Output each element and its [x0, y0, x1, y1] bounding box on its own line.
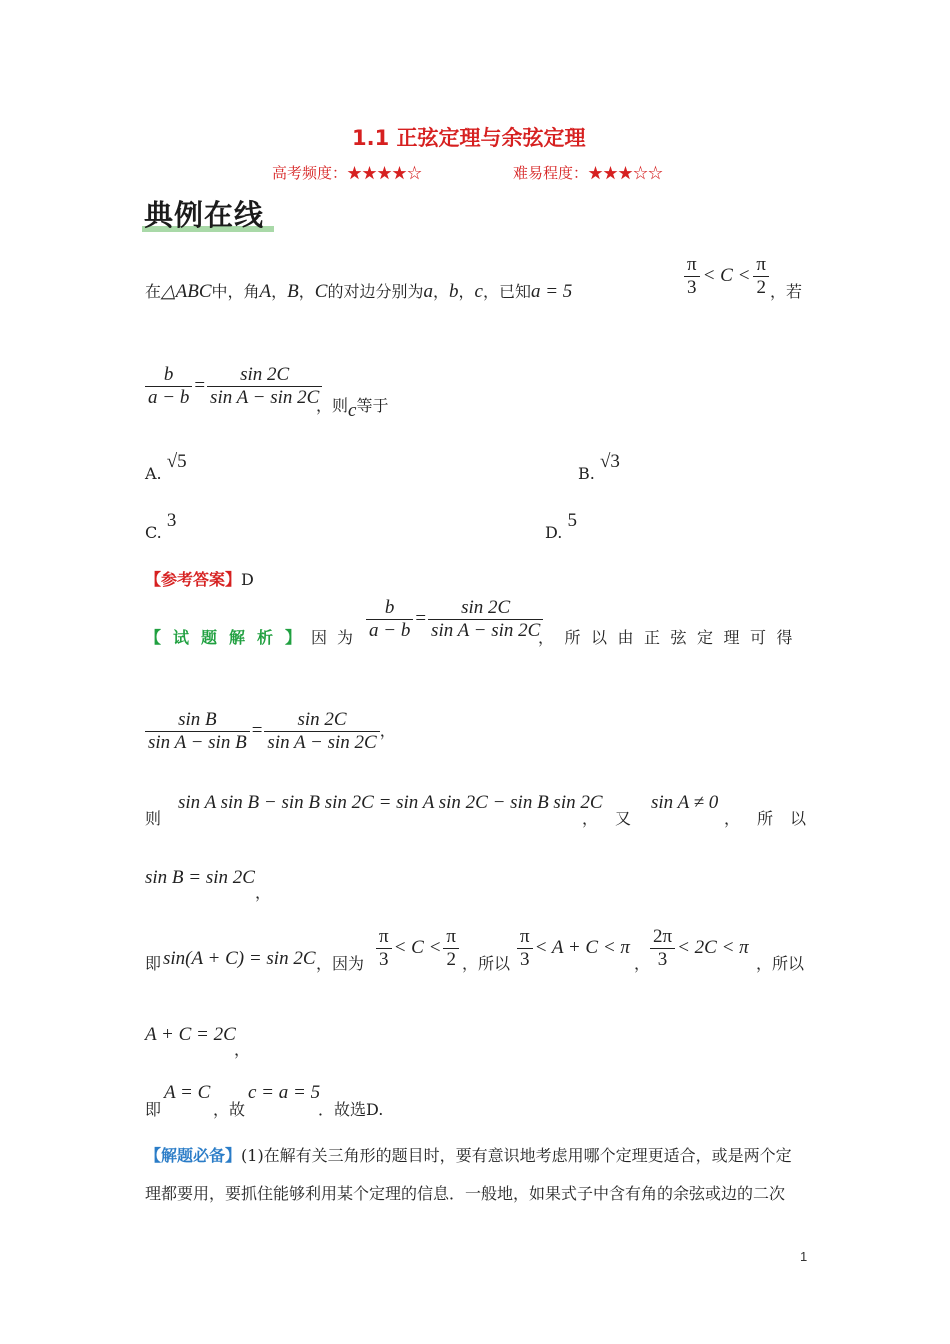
- fraction-numerator: 2π: [653, 926, 673, 947]
- sin-a-nonzero: sin A ≠ 0: [651, 792, 719, 813]
- problem-text: 中，角: [211, 282, 260, 301]
- comma: ，: [298, 282, 315, 301]
- range-c-formula: [376, 926, 459, 971]
- option-c-value: 3: [166, 510, 177, 531]
- comma: ，: [379, 721, 396, 740]
- sinb-equation: sin B = sin 2C: [145, 867, 255, 888]
- fraction-numerator: π: [520, 926, 530, 947]
- answer-value: D: [241, 570, 254, 589]
- analysis-text: 即: [145, 954, 162, 973]
- option-d-label: D.: [545, 523, 563, 542]
- essentials-text: (1)在解有关三角形的题目时，要有意识地考虑用哪个定理更适合，或是两个定: [241, 1146, 792, 1165]
- given-ratio-formula: [145, 364, 322, 409]
- given-a-equation: a = 5: [530, 281, 573, 302]
- comma: ，: [432, 282, 449, 301]
- page-number: 1: [800, 1249, 808, 1264]
- analysis-label: 【试题解析】: [145, 628, 314, 647]
- problem-line-1: [145, 279, 572, 303]
- analysis-text: 所: [757, 809, 774, 828]
- fraction-numerator: π: [379, 926, 389, 947]
- fraction-numerator: π: [687, 254, 697, 275]
- essentials-line-1: [145, 1143, 792, 1166]
- a-equals-c: A = C: [164, 1082, 211, 1103]
- section-heading: 典例在线: [144, 198, 265, 232]
- angle-range-formula: [684, 254, 769, 299]
- comma: ，: [271, 282, 288, 301]
- inequality-middle: < A + C < π: [534, 937, 630, 958]
- fraction-denominator: 2: [753, 276, 769, 299]
- option-d[interactable]: [545, 510, 577, 544]
- inequality-middle: < C <: [393, 937, 442, 958]
- analysis-text: ，故: [213, 1100, 246, 1119]
- option-c-label: C.: [145, 523, 162, 542]
- fraction-numerator: sin 2C: [240, 364, 290, 385]
- sin-sum-equation: sin(A + C) = sin 2C: [163, 948, 316, 969]
- equals-sign: =: [194, 375, 206, 396]
- var-B: B: [287, 281, 299, 302]
- essentials-label: 【解题必备】: [145, 1146, 242, 1165]
- fraction-numerator: sin B: [178, 709, 217, 730]
- equals-sign: =: [415, 608, 427, 629]
- fraction-denominator: 3: [517, 948, 533, 971]
- inequality-middle: < 2C < π: [677, 937, 749, 958]
- var-a: a: [423, 281, 433, 302]
- option-a[interactable]: [145, 451, 187, 485]
- fraction-denominator: sin A − sin 2C: [264, 731, 379, 754]
- difficulty-label: 难易程度：: [513, 164, 589, 182]
- fraction-denominator: 3: [684, 276, 700, 299]
- fraction-numerator: sin 2C: [461, 597, 511, 618]
- analysis-text: 又: [615, 809, 632, 828]
- fraction-denominator: 3: [376, 948, 392, 971]
- comma: ，: [458, 282, 475, 301]
- fraction-numerator: sin 2C: [297, 709, 347, 730]
- comma: ，: [255, 883, 272, 902]
- option-d-value: 5: [567, 510, 577, 531]
- a-plus-c-equation: A + C = 2C: [145, 1024, 236, 1045]
- expanded-equation: sin A sin B − sin B sin 2C = sin A sin 2C − sin B sin 2C: [178, 792, 603, 813]
- inequality-middle: < C <: [702, 265, 751, 286]
- fraction-numerator: π: [446, 926, 457, 947]
- option-b-label: B.: [578, 464, 595, 483]
- problem-question: [316, 393, 389, 421]
- c-equals-a-equals-5: c = a = 5: [248, 1082, 321, 1103]
- fraction-denominator: a − b: [145, 386, 192, 409]
- fraction-denominator: sin A − sin 2C: [207, 386, 322, 409]
- analysis-text: 以: [790, 809, 807, 828]
- frequency-rating: [272, 162, 422, 183]
- analysis-text: ，所以: [756, 954, 805, 973]
- problem-text: 在: [145, 282, 162, 301]
- frequency-stars: ★★★★☆: [347, 164, 423, 182]
- difficulty-rating: [513, 162, 663, 183]
- var-c: c: [474, 281, 483, 302]
- problem-text-tail: ，若: [770, 282, 803, 301]
- option-a-label: A.: [145, 464, 162, 483]
- analysis-text: ，因为: [316, 954, 365, 973]
- fraction-denominator: sin A − sin 2C: [428, 619, 543, 642]
- fraction-denominator: 2: [443, 948, 459, 971]
- analysis-text: ，所以由正弦定理可得: [538, 628, 804, 647]
- var-A: A: [259, 281, 272, 302]
- problem-text: ，则: [316, 396, 349, 415]
- comma: ，: [724, 809, 741, 828]
- var-b: b: [449, 281, 459, 302]
- problem-text: ，已知: [482, 282, 531, 301]
- analysis-ratio-formula: [366, 597, 543, 642]
- frequency-label: 高考频度：: [272, 164, 348, 182]
- fraction-numerator: b: [163, 364, 174, 385]
- essentials-line-2: 理都要用，要抓住能够利用某个定理的信息．一般地，如果式子中含有角的余弦或边的二次: [145, 1184, 786, 1203]
- range-ac-formula: [517, 926, 630, 971]
- option-b-value: √3: [599, 451, 620, 472]
- var-c: c: [348, 400, 357, 421]
- analysis-text: ，所以: [462, 954, 511, 973]
- sine-law-formula: [145, 709, 396, 754]
- analysis-text: 即: [145, 1100, 162, 1119]
- fraction-denominator: a − b: [366, 619, 413, 642]
- analysis-text: 因为: [311, 628, 364, 647]
- range-2c-formula: [650, 926, 749, 971]
- answer-label: 【参考答案】: [145, 570, 242, 589]
- var-C: C: [314, 281, 328, 302]
- triangle-symbol: △ABC: [161, 281, 212, 302]
- analysis-conclusion: ．故选D.: [318, 1100, 384, 1119]
- fraction-denominator: 3: [650, 948, 675, 971]
- comma: ，: [582, 809, 599, 828]
- fraction-numerator: b: [384, 597, 395, 618]
- option-a-value: √5: [166, 451, 187, 472]
- option-c[interactable]: [145, 510, 177, 544]
- option-b[interactable]: [578, 451, 620, 485]
- fraction-numerator: π: [756, 254, 767, 275]
- problem-text: 等于: [356, 396, 389, 415]
- problem-text: 的对边分别为: [327, 282, 424, 301]
- comma: ，: [234, 1040, 251, 1059]
- fraction-denominator: sin A − sin B: [145, 731, 250, 754]
- equals-sign: =: [251, 720, 263, 741]
- difficulty-stars: ★★★☆☆: [588, 164, 664, 182]
- analysis-text: 则: [145, 809, 162, 828]
- reference-answer: [145, 567, 254, 590]
- comma: ，: [634, 954, 651, 973]
- page-title: 1.1 正弦定理与余弦定理: [352, 126, 586, 150]
